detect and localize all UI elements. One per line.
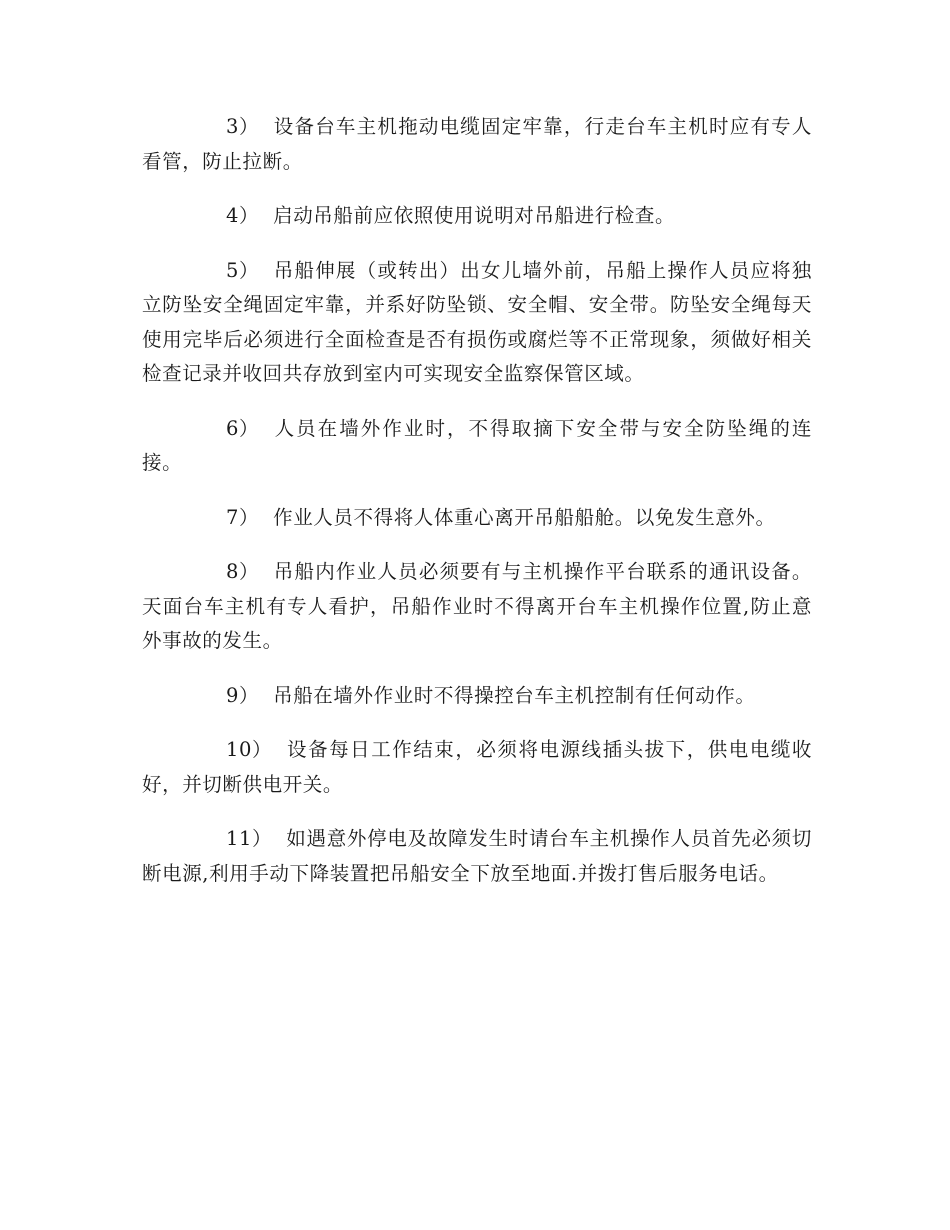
- list-item: [142, 412, 812, 481]
- list-item: [142, 199, 812, 234]
- item-number: 7）: [226, 505, 260, 529]
- document-body: [142, 110, 812, 911]
- list-item: [142, 822, 812, 891]
- item-number: 3）: [226, 115, 260, 138]
- list-item: [142, 733, 812, 802]
- item-text: 人员在墙外作业时，不得取摘下安全带与安全防坠绳的连接。: [142, 416, 812, 474]
- list-item: [142, 501, 812, 536]
- item-number: 11）: [226, 827, 273, 850]
- item-number: 9）: [226, 683, 260, 707]
- list-item: [142, 555, 812, 659]
- item-number: 8）: [226, 560, 260, 583]
- item-text: 设备台车主机拖动电缆固定牢靠，行走台车主机时应有专人看管，防止拉断。: [142, 115, 812, 173]
- item-text: 吊船内作业人员必须要有与主机操作平台联系的通讯设备。天面台车主机有专人看护，吊船作业时不得离开台车主机操作位置,防止意外事故的发生。: [142, 560, 812, 652]
- item-number: 10）: [226, 738, 273, 761]
- item-text: 启动吊船前应依照使用说明对吊船进行检查。: [273, 204, 676, 227]
- item-text: 吊船伸展（或转出）出女儿墙外前，吊船上操作人员应将独立防坠安全绳固定牢靠，并系好防坠锁、安全帽、安全带。防坠安全绳每天使用完毕后必须进行全面检查是否有损伤或腐烂等不正常现象，须做好相关检查记录并收回共存放到室内可实现安全监察保管区域。: [142, 258, 812, 385]
- list-item: [142, 110, 812, 179]
- list-item: [142, 254, 812, 392]
- item-text: 如遇意外停电及故障发生时请台车主机操作人员首先必须切断电源,利用手动下降装置把吊船安全下放至地面.并拨打售后服务电话。: [142, 827, 812, 885]
- item-number: 6）: [226, 416, 260, 440]
- item-text: 设备每日工作结束，必须将电源线插头拔下，供电电缆收好，并切断供电开关。: [142, 738, 812, 796]
- item-text: 作业人员不得将人体重心离开吊船船舱。以免发生意外。: [273, 505, 776, 529]
- item-number: 5）: [226, 258, 260, 282]
- list-item: [142, 679, 812, 714]
- item-number: 4）: [226, 204, 260, 227]
- item-text: 吊船在墙外作业时不得操控台车主机控制有任何动作。: [273, 683, 756, 707]
